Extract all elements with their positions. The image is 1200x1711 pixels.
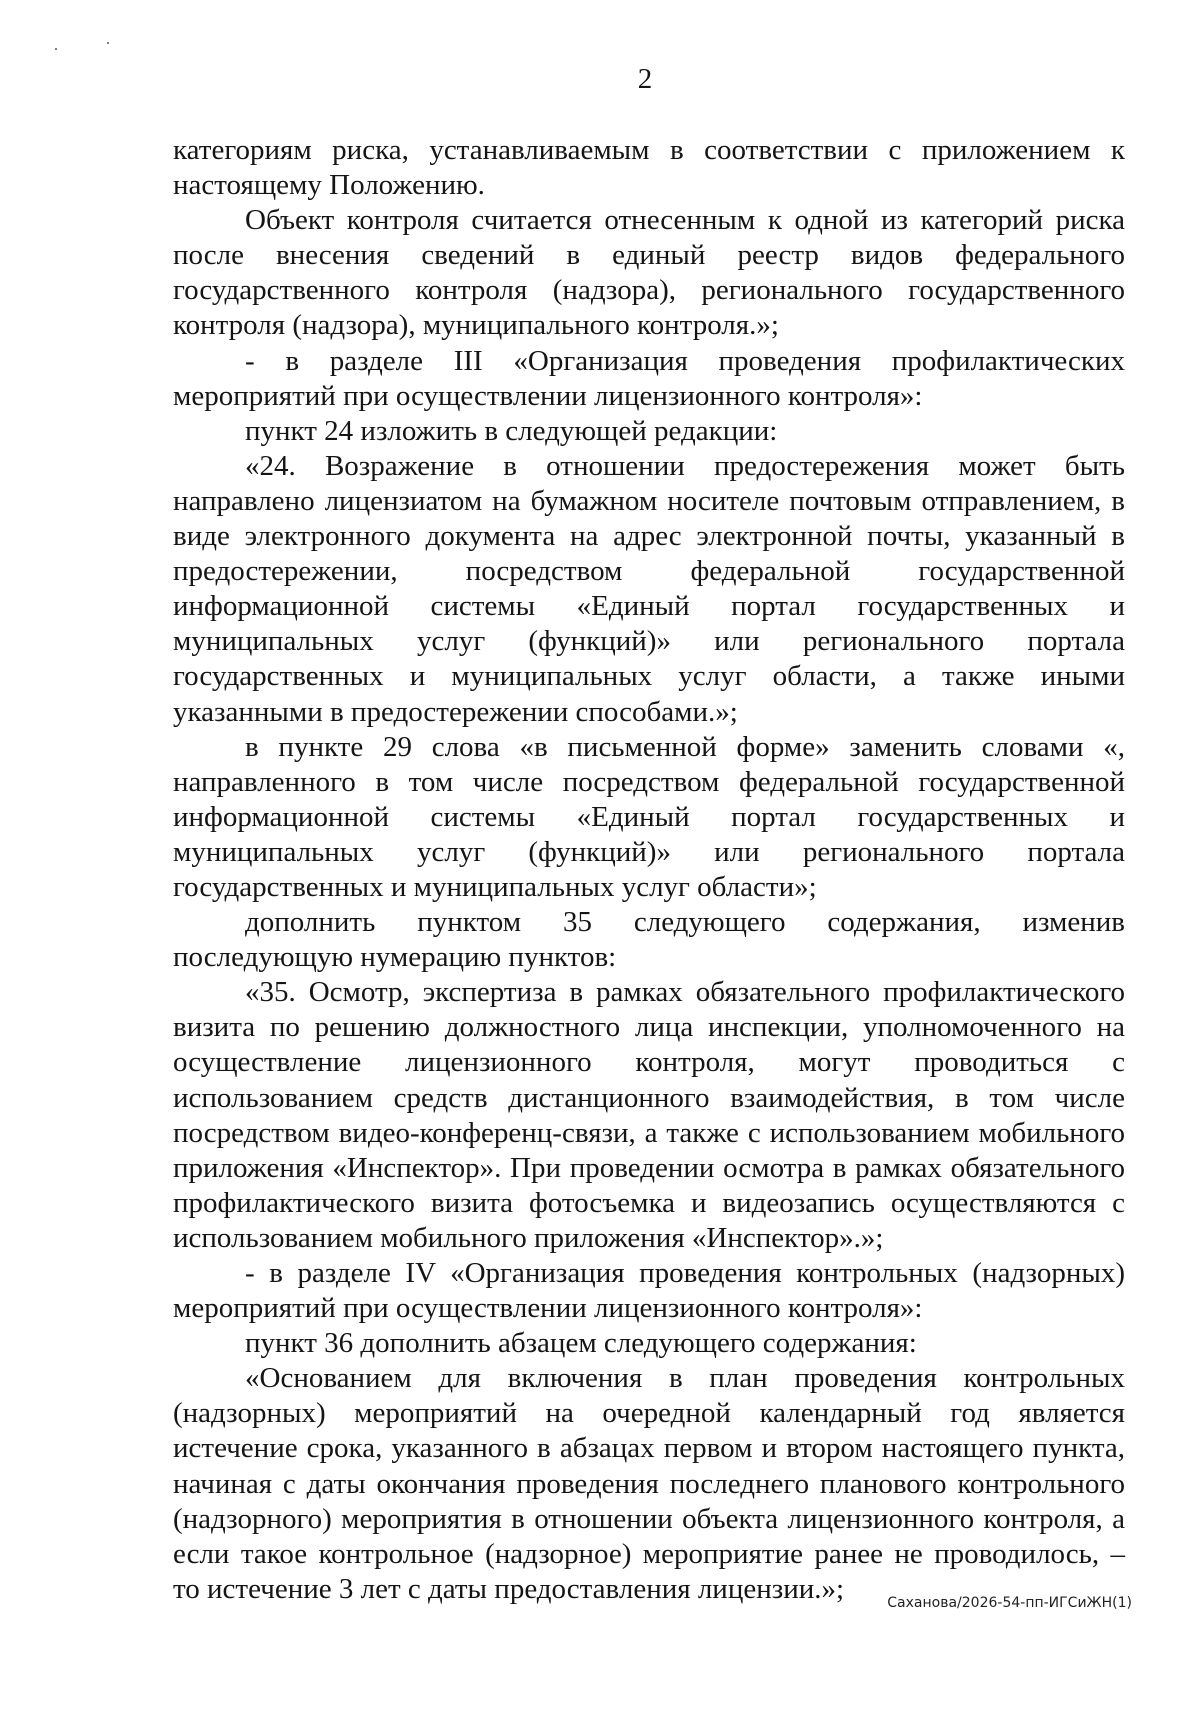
paragraph-continuation: категориям риска, устанавливаемым в соответствии с приложением к настоящему Положению. bbox=[173, 134, 1125, 202]
paragraph-item-24: «24. Возражение в отношении предостережения может быть направлено лицензиатом на бумажном носителе почтовым отправлением, в виде электронного документа на адрес электронной почты, указанный в предостережении, посредством федеральной государственной информационной системы «Единый портал государственных и муниципальных услуг (функций)» или регионального портала государственных и муниципальных услуг области, а также иными указанными в предостережении способами.»; bbox=[173, 449, 1125, 728]
scan-speck bbox=[55, 48, 57, 50]
paragraph-section-iv: - в разделе IV «Организация проведения контрольных (надзорных) мероприятий при осуществлении лицензионного контроля»: bbox=[173, 1257, 1125, 1325]
scan-speck bbox=[107, 42, 109, 44]
paragraph-risk-category: Объект контроля считается отнесенным к одной из категорий риска после внесения сведений в единый реестр видов федерального государственного контроля (надзора), регионального государственного контроля (надзора), муниципального контроля.»; bbox=[173, 204, 1125, 342]
document-code: Саханова/2026-54-пп-ИГСиЖН(1) bbox=[887, 1595, 1132, 1611]
page-number: 2 bbox=[637, 63, 653, 95]
paragraph-item-29: в пункте 29 слова «в письменной форме» заменить словами «, направленного в том числе посредством федеральной государственной информационной системы «Единый портал государственных и муниципальных услуг (функций)» или регионального портала государственных и муниципальных услуг области»; bbox=[173, 730, 1125, 903]
document-body bbox=[173, 133, 1125, 1607]
paragraph-item-35: «35. Осмотр, экспертиза в рамках обязательного профилактического визита по решению должностного лица инспекции, уполномоченного на осуществление лицензионного контроля, могут проводиться с использованием средств дистанционного взаимодействия, в том числе посредством видео-конференц-связи, а также с использованием мобильного приложения «Инспектор». При проведении осмотра в рамках обязательного профилактического визита фотосъемка и видеозапись осуществляются с использованием мобильного приложения «Инспектор».»; bbox=[173, 976, 1125, 1254]
paragraph-item-36-intro: пункт 36 дополнить абзацем следующего содержания: bbox=[245, 1327, 917, 1360]
paragraph-item-36: «Основанием для включения в план проведения контрольных (надзорных) мероприятий на очередной календарный год является истечение срока, указанного в абзацах первом и втором настоящего пункта, начиная с даты окончания проведения последнего планового контрольного (надзорного) мероприятия в отношении объекта лицензионного контроля, а если такое контрольное (надзорное) мероприятие ранее не проводилось, – то истечение 3 лет с даты предоставления лицензии.»; bbox=[173, 1362, 1125, 1605]
paragraph-section-iii: - в разделе III «Организация проведения профилактических мероприятий при осуществлении лицензионного контроля»: bbox=[173, 344, 1125, 412]
paragraph-item-24-intro: пункт 24 изложить в следующей редакции: bbox=[245, 414, 778, 447]
paragraph-item-35-intro: дополнить пунктом 35 следующего содержания, изменив последующую нумерацию пунктов: bbox=[173, 906, 1125, 974]
